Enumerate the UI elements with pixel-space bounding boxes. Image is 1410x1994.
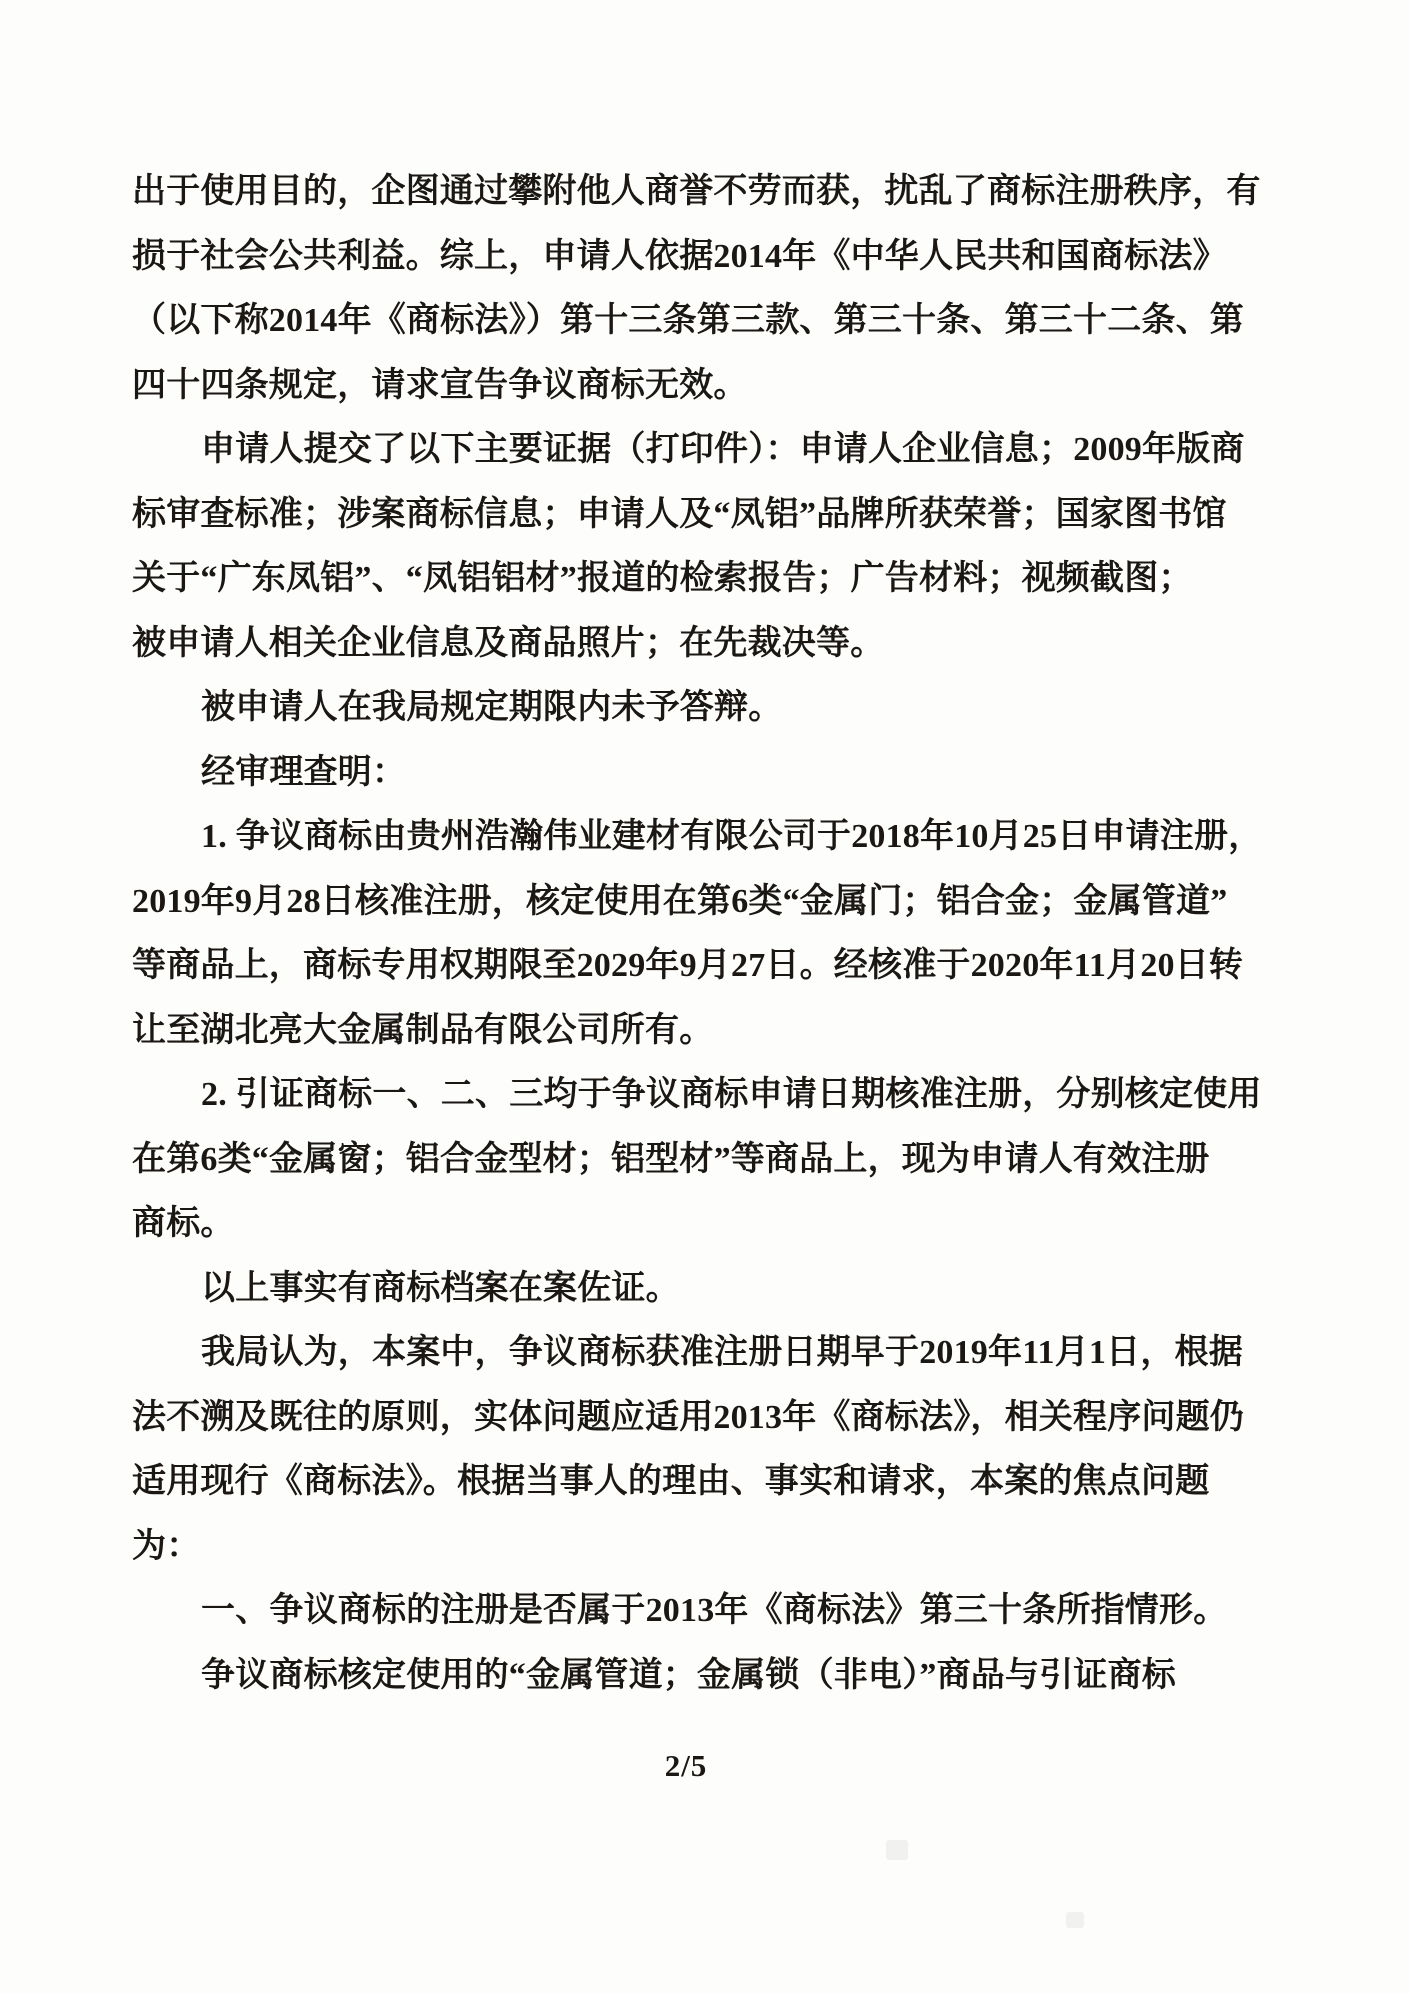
text-line: 法不溯及既往的原则，实体问题应适用2013年《商标法》，相关程序问题仍 bbox=[132, 1398, 1244, 1436]
text-line: 出于使用目的，企图通过攀附他人商誉不劳而获，扰乱了商标注册秩序，有 bbox=[132, 173, 1261, 210]
text-line: 争议商标核定使用的“金属管道；金属锁（非电）”商品与引证商标 bbox=[201, 1656, 1176, 1694]
text-line: 2. 引证商标一、二、三均于争议商标申请日期核准注册，分别核定使用 bbox=[201, 1076, 1262, 1113]
text-line: 标审查标准；涉案商标信息；申请人及“凤铝”品牌所获荣誉；国家图书馆 bbox=[132, 495, 1227, 533]
text-line: 等商品上，商标专用权期限至2029年9月27日。经核准于2020年11月20日转 bbox=[132, 947, 1244, 984]
text-line: 我局认为，本案中，争议商标获准注册日期早于2019年11月1日，根据 bbox=[201, 1334, 1243, 1371]
text-line: 关于“广东凤铝”、“凤铝铝材”报道的检索报告；广告材料；视频截图； bbox=[132, 560, 1193, 597]
text-line: 让至湖北亮大金属制品有限公司所有。 bbox=[132, 1011, 714, 1049]
text-line: （以下称2014年《商标法》）第十三条第三款、第三十条、第三十二条、第 bbox=[132, 302, 1244, 339]
text-line: 适用现行《商标法》。根据当事人的理由、事实和请求，本案的焦点问题 bbox=[132, 1463, 1210, 1500]
text-line: 2019年9月28日核准注册，核定使用在第6类“金属门；铝合金；金属管道” bbox=[132, 882, 1228, 920]
text-line: 四十四条规定，请求宣告争议商标无效。 bbox=[132, 366, 748, 404]
scan-smudge bbox=[1066, 1912, 1084, 1928]
text-line: 被申请人相关企业信息及商品照片；在先裁决等。 bbox=[132, 624, 885, 662]
text-line: 一、争议商标的注册是否属于2013年《商标法》第三十条所指情形。 bbox=[201, 1592, 1228, 1629]
text-line: 申请人提交了以下主要证据（打印件）：申请人企业信息；2009年版商 bbox=[201, 431, 1245, 468]
page-number: 2/5 bbox=[664, 1748, 708, 1783]
document-body bbox=[132, 160, 1292, 1708]
scan-smudge bbox=[886, 1840, 908, 1860]
text-line: 商标。 bbox=[132, 1205, 235, 1242]
text-line: 被申请人在我局规定期限内未予答辩。 bbox=[201, 689, 783, 726]
text-line: 为： bbox=[132, 1527, 201, 1565]
text-line: 1. 争议商标由贵州浩瀚伟业建材有限公司于2018年10月25日申请注册， bbox=[201, 818, 1263, 855]
text-line: 损于社会公共利益。综上，申请人依据2014年《中华人民共和国商标法》 bbox=[132, 237, 1227, 275]
text-line: 在第6类“金属窗；铝合金型材；铝型材”等商品上，现为申请人有效注册 bbox=[132, 1140, 1210, 1178]
text-line: 经审理查明： bbox=[201, 753, 407, 791]
text-line: 以上事实有商标档案在案佐证。 bbox=[201, 1269, 680, 1307]
